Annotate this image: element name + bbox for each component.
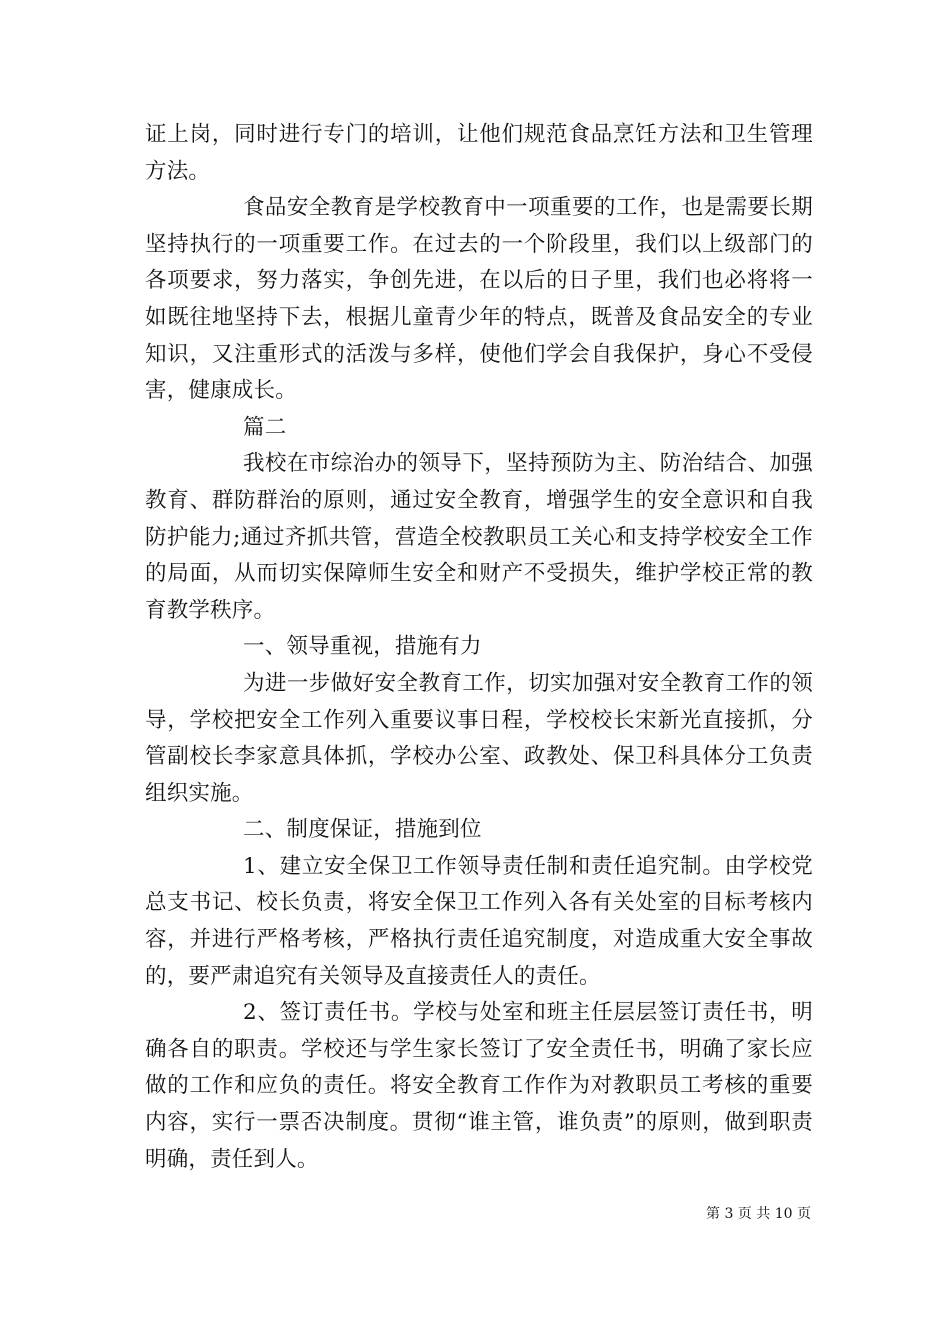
- paragraph-3: 我校在市综治办的领导下，坚持预防为主、防治结合、加强教育、群防群治的原则，通过安全教育，增强学生的安全意识和自我防护能力;通过齐抓共管，营造全校教职员工关心和支持学校安全工作的局面，从而切实保障师生安全和财产不受损失，维护学校正常的教育教学秩序。: [145, 451, 813, 623]
- paragraph-1: 证上岗，同时进行专门的培训，让他们规范食品烹饪方法和卫生管理方法。: [145, 122, 813, 184]
- section-heading-part-two: 篇二: [243, 414, 287, 440]
- paragraph-5: 1、建立安全保卫工作领导责任制和责任追究制。由学校党总支书记、校长负责，将安全保卫工作列入各有关处室的目标考核内容，并进行严格考核，严格执行责任追究制度，对造成重大安全事故的，要严肃追究有关领导及直接责任人的责任。: [145, 853, 813, 989]
- section-heading-2: 二、制度保证，措施到位: [243, 817, 482, 843]
- page-number-footer: 第 3 页 共 10 页: [706, 1206, 811, 1222]
- section-heading-1: 一、领导重视，措施有力: [243, 634, 482, 660]
- paragraph-4: 为进一步做好安全教育工作，切实加强对安全教育工作的领导，学校把安全工作列入重要议事日程，学校校长宋新光直接抓，分管副校长李家意具体抓，学校办公室、政教处、保卫科具体分工负责组织实施。: [145, 670, 813, 806]
- paragraph-6: 2、签订责任书。学校与处室和班主任层层签订责任书，明确各自的职责。学校还与学生家长签订了安全责任书，明确了家长应做的工作和应负的责任。将安全教育工作作为对教职员工考核的重要内容，实行一票否决制度。贯彻“谁主管，谁负责”的原则，做到职责明确，责任到人。: [145, 1000, 813, 1172]
- paragraph-2: 食品安全教育是学校教育中一项重要的工作，也是需要长期坚持执行的一项重要工作。在过去的一个阶段里，我们以上级部门的各项要求，努力落实，争创先进，在以后的日子里，我们也必将将一如既往地坚持下去，根据儿童青少年的特点，既普及食品安全的专业知识，又注重形式的活泼与多样，使他们学会自我保护，身心不受侵害，健康成长。: [145, 195, 813, 404]
- document-body: [145, 117, 813, 1178]
